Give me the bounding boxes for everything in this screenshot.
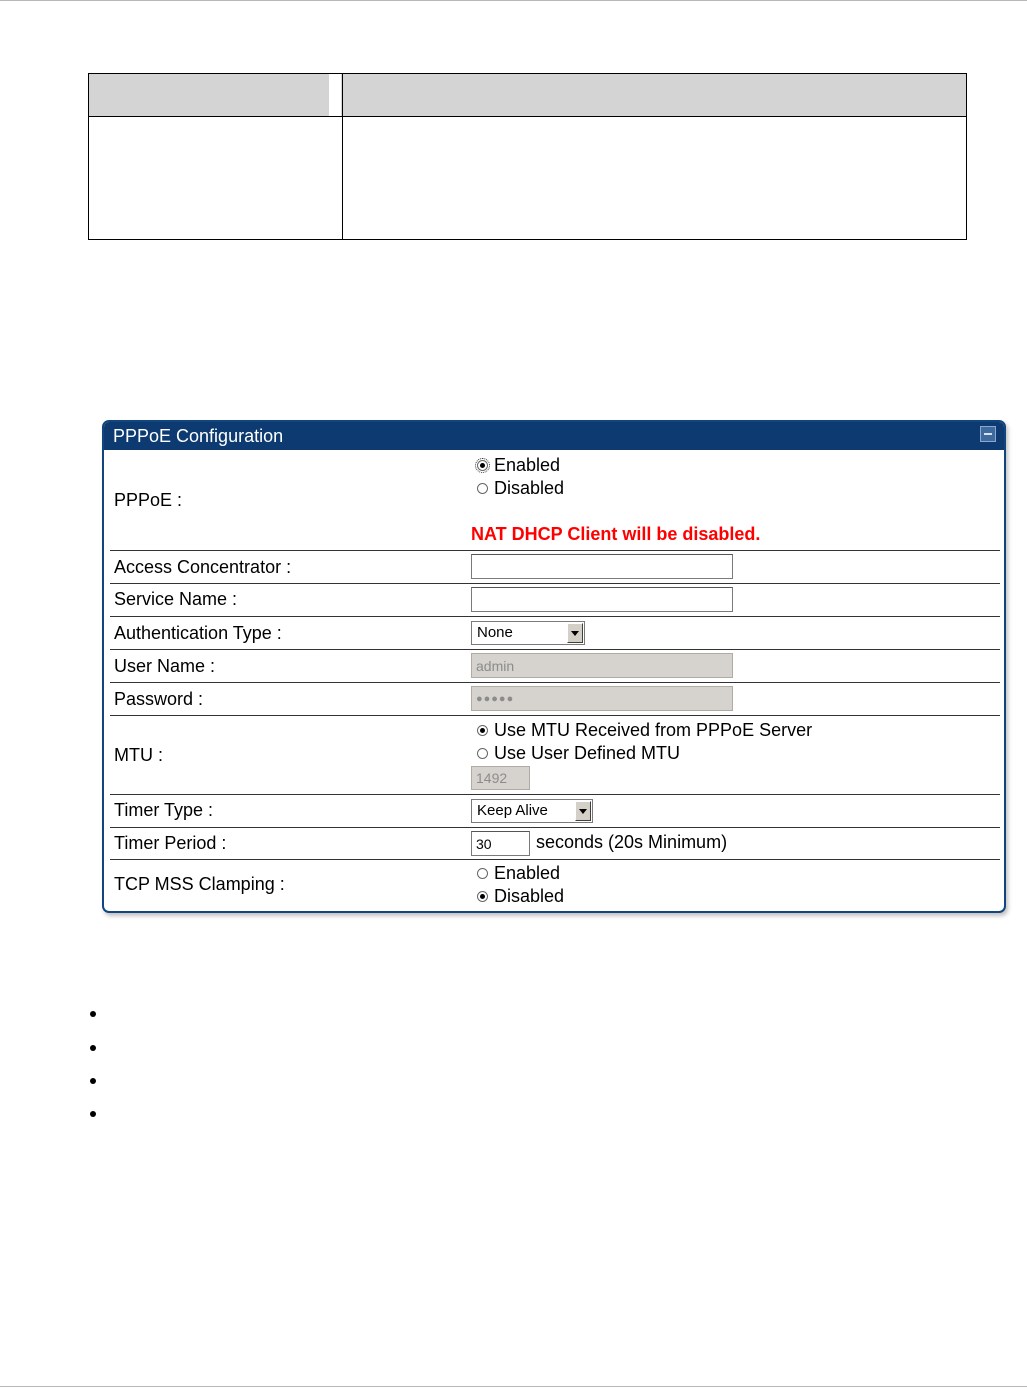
access-concentrator-label: Access Concentrator : (114, 557, 292, 577)
mtu-user-defined-label: Use User Defined MTU (494, 743, 681, 763)
top-rule (0, 0, 1027, 1)
pppoe-disabled-radio[interactable] (477, 483, 488, 494)
panel-header (104, 422, 1004, 450)
authentication-type-selected: None (477, 624, 513, 641)
pppoe-configuration-panel (102, 420, 1006, 913)
mtu-input[interactable] (471, 766, 530, 790)
pppoe-disabled-label: Disabled (494, 478, 565, 498)
list-item-bullet (90, 1045, 96, 1051)
row-timer-type (110, 795, 1000, 828)
pppoe-disabled-option[interactable] (477, 478, 564, 499)
timer-period-label: Timer Period : (114, 833, 227, 853)
row-authentication-type (110, 617, 1000, 650)
tcp-mss-clamping-label: TCP MSS Clamping : (114, 874, 285, 894)
access-concentrator-input[interactable] (471, 554, 733, 579)
pppoe-enabled-option[interactable] (477, 455, 560, 476)
row-pppoe (110, 450, 1000, 551)
mtu-label: MTU : (114, 745, 163, 765)
doc-table (88, 73, 967, 240)
service-name-input[interactable] (471, 587, 733, 612)
timer-period-suffix: seconds (20s Minimum) (536, 832, 728, 852)
mtu-user-defined-radio[interactable] (477, 748, 488, 759)
row-mtu (110, 716, 1000, 795)
mtu-user-defined-option[interactable] (477, 743, 680, 764)
mtu-received-option[interactable] (477, 720, 812, 741)
timer-type-select[interactable] (471, 799, 593, 823)
nat-warning-text: NAT DHCP Client will be disabled. (471, 524, 761, 544)
timer-type-label: Timer Type : (114, 800, 214, 820)
mtu-received-radio[interactable] (477, 725, 488, 736)
timer-period-input[interactable] (471, 831, 530, 856)
panel-title: PPPoE Configuration (113, 426, 284, 446)
doc-table-column-divider (342, 74, 343, 239)
tcp-mss-disabled-label: Disabled (494, 886, 565, 906)
pppoe-label: PPPoE : (114, 490, 183, 510)
tcp-mss-enabled-option[interactable] (477, 863, 560, 884)
dropdown-arrow-icon[interactable] (567, 623, 583, 643)
timer-type-selected: Keep Alive (477, 802, 548, 819)
authentication-type-label: Authentication Type : (114, 623, 282, 643)
list-item-bullet (90, 1111, 96, 1117)
list-item-bullet (90, 1078, 96, 1084)
tcp-mss-enabled-label: Enabled (494, 863, 561, 883)
tcp-mss-disabled-option[interactable] (477, 886, 564, 907)
list-item-bullet (90, 1011, 96, 1017)
dropdown-arrow-icon[interactable] (575, 801, 591, 821)
minimize-icon[interactable] (980, 426, 996, 442)
row-tcp-mss-clamping (110, 860, 1000, 911)
user-name-label: User Name : (114, 656, 216, 676)
doc-table-header (89, 74, 966, 117)
mtu-received-label: Use MTU Received from PPPoE Server (494, 720, 813, 740)
authentication-type-select[interactable] (471, 621, 585, 645)
row-user-name (110, 650, 1000, 683)
row-access-concentrator (110, 551, 1000, 584)
pppoe-enabled-label: Enabled (494, 455, 561, 475)
service-name-label: Service Name : (114, 589, 238, 609)
password-input[interactable] (471, 686, 733, 711)
row-timer-period (110, 828, 1000, 860)
pppoe-enabled-radio[interactable] (477, 460, 488, 471)
tcp-mss-enabled-radio[interactable] (477, 868, 488, 879)
bottom-rule (0, 1386, 1027, 1387)
doc-table-header-gap (329, 74, 341, 116)
user-name-input[interactable] (471, 653, 733, 678)
tcp-mss-disabled-radio[interactable] (477, 891, 488, 902)
password-label: Password : (114, 689, 204, 709)
row-service-name (110, 584, 1000, 617)
row-password (110, 683, 1000, 716)
